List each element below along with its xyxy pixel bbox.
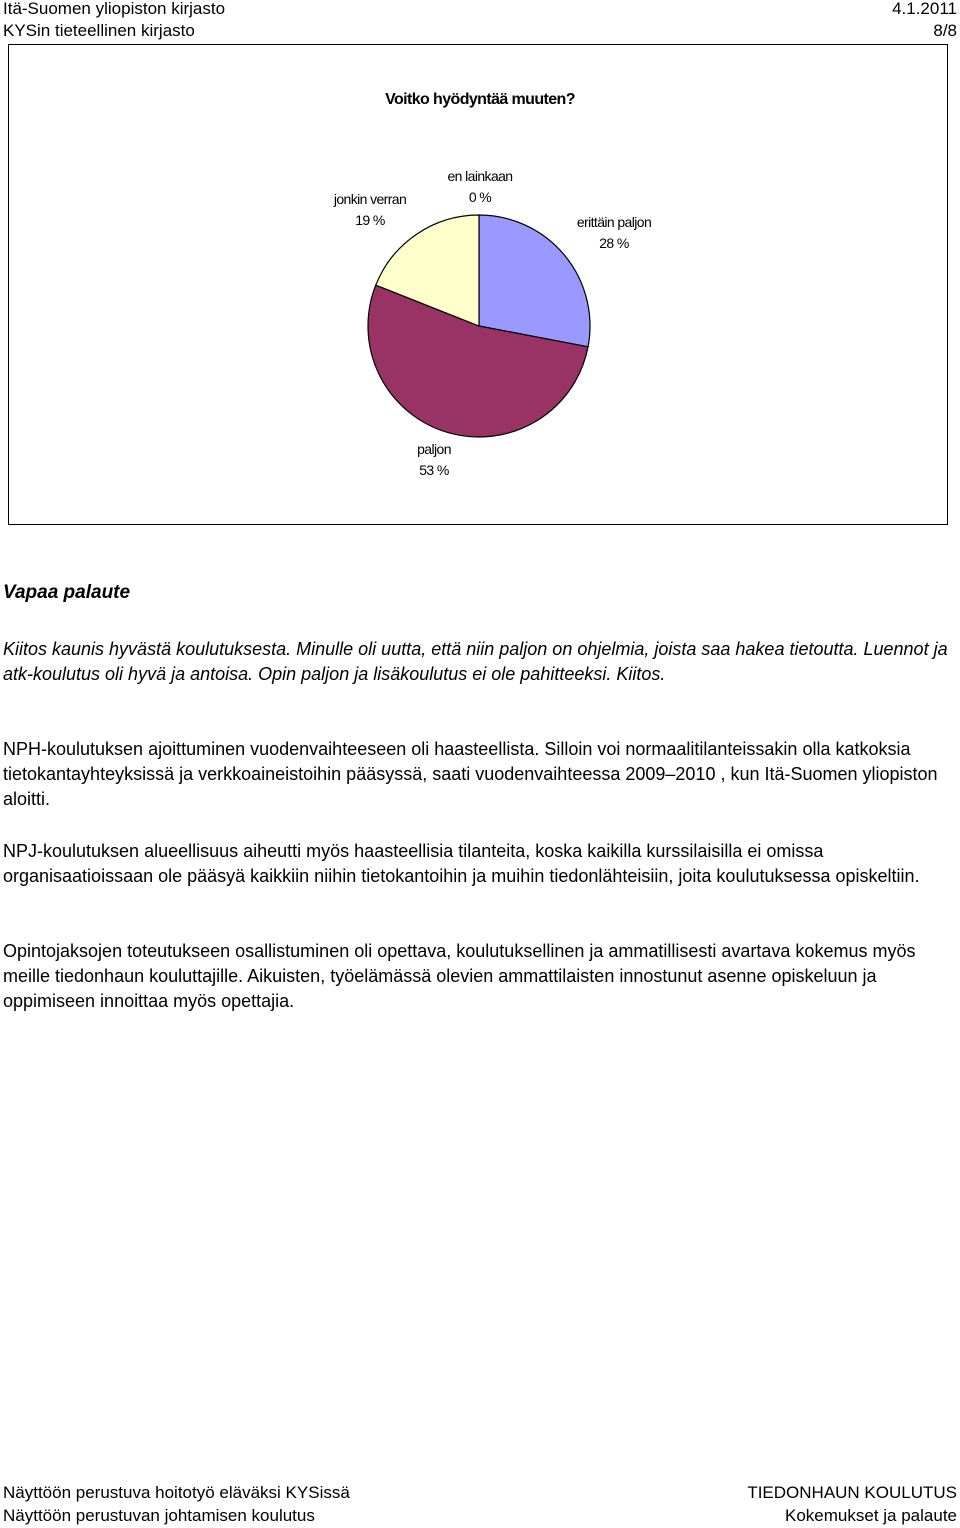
slice-label-erittain-paljon bbox=[552, 212, 676, 254]
footer-project: Näyttöön perustuva hoitotyö eläväksi KYSissä bbox=[3, 1483, 350, 1502]
library-name: Itä-Suomen yliopiston kirjasto bbox=[3, 0, 226, 18]
section-title: Vapaa palaute bbox=[3, 582, 131, 603]
feedback-paragraph-4: Opintojaksojen toteutukseen osallistuminen oli opettava, koulutuksellinen ja ammatillisesti avartava kokemus myös meille tiedonhaun kouluttajille. Aikuisten, työelämässä olevien ammattilaisten innostunut asenne opiskeluun ja oppimiseen innoittaa myös opettajia. bbox=[3, 941, 916, 1011]
slice-value: 0 % bbox=[468, 189, 492, 205]
sub-library-name: KYSin tieteellinen kirjasto bbox=[3, 21, 195, 40]
feedback-paragraph-1: Kiitos kaunis hyvästä koulutuksesta. Minulle oli uutta, että niin paljon on ohjelmia, joista saa hakea tietoutta. Luennot ja atk-koulutus oli hyvä ja antoisa. Opin paljon ja lisäkoulutus ei ole pahitteeksi. Kiitos. bbox=[3, 639, 948, 684]
feedback-paragraph-3: NPJ-koulutuksen alueellisuus aiheutti myös haasteellisia tilanteita, koska kaikilla kurssilaisilla ei omissa organisaatioissaan ole pääsyä kaikkiin niihin tietokantoihin ja muihin tiedonlähteisiin, joita koulutuksessa opiskeltiin. bbox=[3, 841, 920, 886]
slice-name: erittäin paljon bbox=[576, 214, 652, 230]
slice-label-jonkin-verran bbox=[318, 189, 422, 231]
chart-title: Voitko hyödyntää muuten? bbox=[385, 91, 575, 108]
slice-label-paljon bbox=[382, 439, 486, 481]
page-number: 8/8 bbox=[933, 21, 957, 40]
feedback-paragraph-2: NPH-koulutuksen ajoittuminen vuodenvaihteeseen oli haasteellista. Silloin voi normaalitilanteissakin olla katkoksia tietokantayhteyksissä ja verkkoaineistoihin pääsyssä, saati vuodenvaihteessa 2009–2010 , kun Itä-Suomen yliopiston aloitti. bbox=[3, 739, 938, 809]
slice-name: jonkin verran bbox=[333, 191, 407, 207]
footer-program: Näyttöön perustuvan johtamisen koulutus bbox=[3, 1506, 315, 1525]
slice-value: 19 % bbox=[355, 212, 385, 228]
slice-value: 53 % bbox=[419, 462, 449, 478]
footer-topic: Kokemukset ja palaute bbox=[785, 1506, 957, 1525]
document-date: 4.1.2011 bbox=[892, 0, 957, 18]
page-footer-bottom bbox=[3, 1505, 957, 1527]
footer-course: TIEDONHAUN KOULUTUS bbox=[747, 1483, 957, 1502]
slice-label-en-lainkaan bbox=[428, 166, 532, 208]
slice-value: 28 % bbox=[599, 235, 629, 251]
page-footer-top bbox=[3, 1482, 957, 1504]
slice-name: en lainkaan bbox=[447, 168, 513, 184]
slice-name: paljon bbox=[417, 441, 451, 457]
